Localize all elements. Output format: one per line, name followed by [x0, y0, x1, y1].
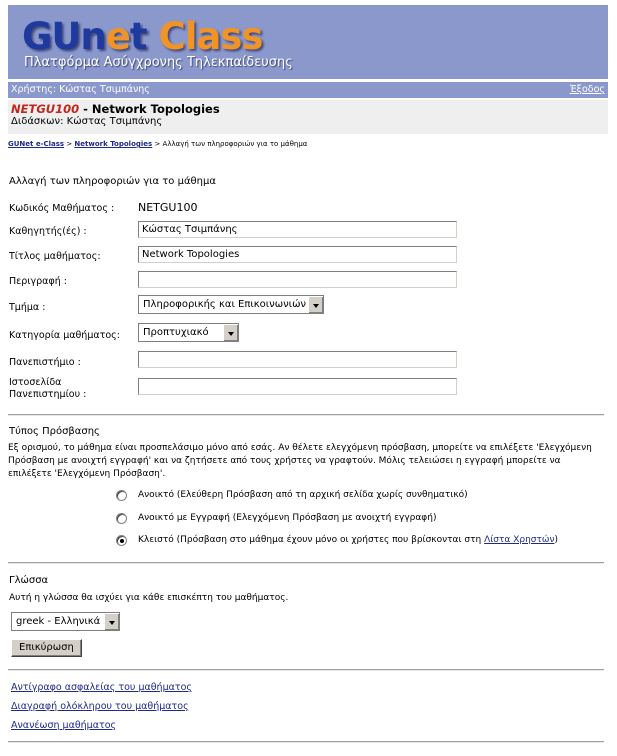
breadcrumb-home[interactable]: GUNet e-Class: [8, 140, 65, 148]
title-label: Τίτλος μαθήματος:: [9, 251, 101, 262]
logo-text-gun: GUn: [22, 15, 106, 58]
access-open-label: Ανοικτό (Ελεύθερη Πρόσβαση από τη αρχική σελίδα χωρίς συνθηματικό): [138, 490, 468, 500]
header-banner: [8, 5, 608, 79]
logo-text-class: Class: [158, 15, 263, 58]
access-closed-label: Κλειστό (Πρόσβαση στο μάθημα έχουν μόνο οι χρήστες που βρίσκονται στη Λίστα Χρηστών): [138, 535, 558, 545]
university-label: Πανεπιστήμιο :: [9, 357, 81, 368]
divider: [8, 562, 604, 564]
department-select[interactable]: [138, 295, 324, 314]
course-name: Network Topologies: [91, 102, 220, 116]
description-label: Περιγραφή :: [9, 276, 67, 287]
chevron-down-icon[interactable]: [223, 324, 238, 341]
department-label: Τμήμα :: [9, 302, 46, 313]
users-list-link[interactable]: Λίστα Χρηστών: [484, 535, 555, 545]
logo-text-t: t: [129, 15, 147, 58]
category-select[interactable]: [138, 323, 239, 342]
backup-course-link[interactable]: Αντίγραφο ασφαλείας του μαθήματος: [11, 682, 192, 693]
language-description: Αυτή η γλώσσα θα ισχύει για κάθε επισκέπτη του μαθήματος.: [9, 593, 289, 603]
instructor-input[interactable]: Κώστας Τσιμπάνης: [138, 221, 457, 238]
gunet-logo: [22, 15, 262, 58]
website-input[interactable]: [138, 378, 457, 395]
category-label: Κατηγορία μαθήματος:: [9, 330, 120, 341]
breadcrumb-course[interactable]: Network Topologies: [74, 140, 153, 148]
language-select[interactable]: [11, 612, 120, 631]
current-user: Χρήστης: Κώστας Τσιμπάνης: [11, 84, 150, 95]
access-registration-label: Ανοικτό με Εγγραφή (Ελεγχόμενη Πρόσβαση με ανοιχτή εγγραφή): [138, 513, 437, 523]
course-code-label: Κωδικός Μαθήματος :: [9, 203, 115, 214]
access-description: Εξ ορισμού, το μάθημα είναι προσπελάσιμο μόνο από εσάς. Αν θέλετε ελεγχόμενη πρόσβαση, μπορείτε να επιλέξετε 'Ελεγχόμενη Πρόσβαση με ανοιχτή εγγραφή' και να ζητήσετε από τους χρήστες να γραφτούν. Μόλις τελειώσει η εγγραφή μπορείτε να επιλέξετε 'Ελεγχόμενη Πρόσβαση'.: [8, 443, 592, 479]
section-title: Αλλαγή των πληροφοριών για το μάθημα: [9, 176, 216, 187]
platform-subtitle: Πλατφόρμα Ασύγχρονης Τηλεκπαίδευσης: [24, 55, 293, 70]
submit-button[interactable]: Επικύρωση: [11, 639, 82, 657]
breadcrumb: GUNet e-Class > Network Topologies > Αλλαγή των πληροφοριών για το μάθημα: [8, 140, 308, 148]
breadcrumb-current: Αλλαγή των πληροφοριών για το μάθημα: [162, 140, 308, 148]
website-label: Ιστοσελίδα Πανεπιστημίου :: [9, 377, 87, 400]
delete-course-link[interactable]: Διαγραφή ολόκληρου του μαθήματος: [11, 701, 189, 712]
access-open-radio[interactable]: [116, 490, 127, 501]
language-selected-value: greek - Ελληνικά: [16, 616, 101, 627]
course-code-value: NETGU100: [138, 201, 198, 214]
course-header: [8, 100, 608, 134]
university-input[interactable]: [138, 351, 457, 368]
chevron-down-icon[interactable]: [308, 296, 323, 313]
user-bar: [8, 82, 608, 98]
category-selected-value: Προπτυχιακό: [143, 327, 209, 338]
divider: [8, 414, 604, 416]
divider: [8, 741, 604, 743]
refresh-course-link[interactable]: Ανανέωση μαθήματος: [11, 720, 117, 731]
page: [8, 5, 608, 731]
logout-link[interactable]: Έξοδος: [569, 84, 605, 95]
logo-text-e: e: [105, 15, 130, 58]
divider: [8, 669, 604, 671]
access-closed-radio[interactable]: [116, 535, 127, 546]
access-registration-radio[interactable]: [116, 513, 127, 524]
language-title: Γλώσσα: [9, 575, 49, 586]
title-input[interactable]: Network Topologies: [138, 246, 457, 263]
description-input[interactable]: [138, 271, 457, 288]
department-selected-value: Πληροφορικής και Επικοινωνιών: [143, 299, 307, 310]
instructor-label: Καθηγητής(ές) :: [9, 226, 87, 237]
course-instructors: Διδάσκων: Κώστας Τσιμπάνης: [11, 116, 163, 127]
course-title: NETGU100 - Network Topologies: [11, 102, 220, 116]
course-code: NETGU100: [11, 102, 80, 116]
access-title: Τύπος Πρόσβασης: [9, 426, 100, 437]
chevron-down-icon[interactable]: [104, 613, 119, 630]
